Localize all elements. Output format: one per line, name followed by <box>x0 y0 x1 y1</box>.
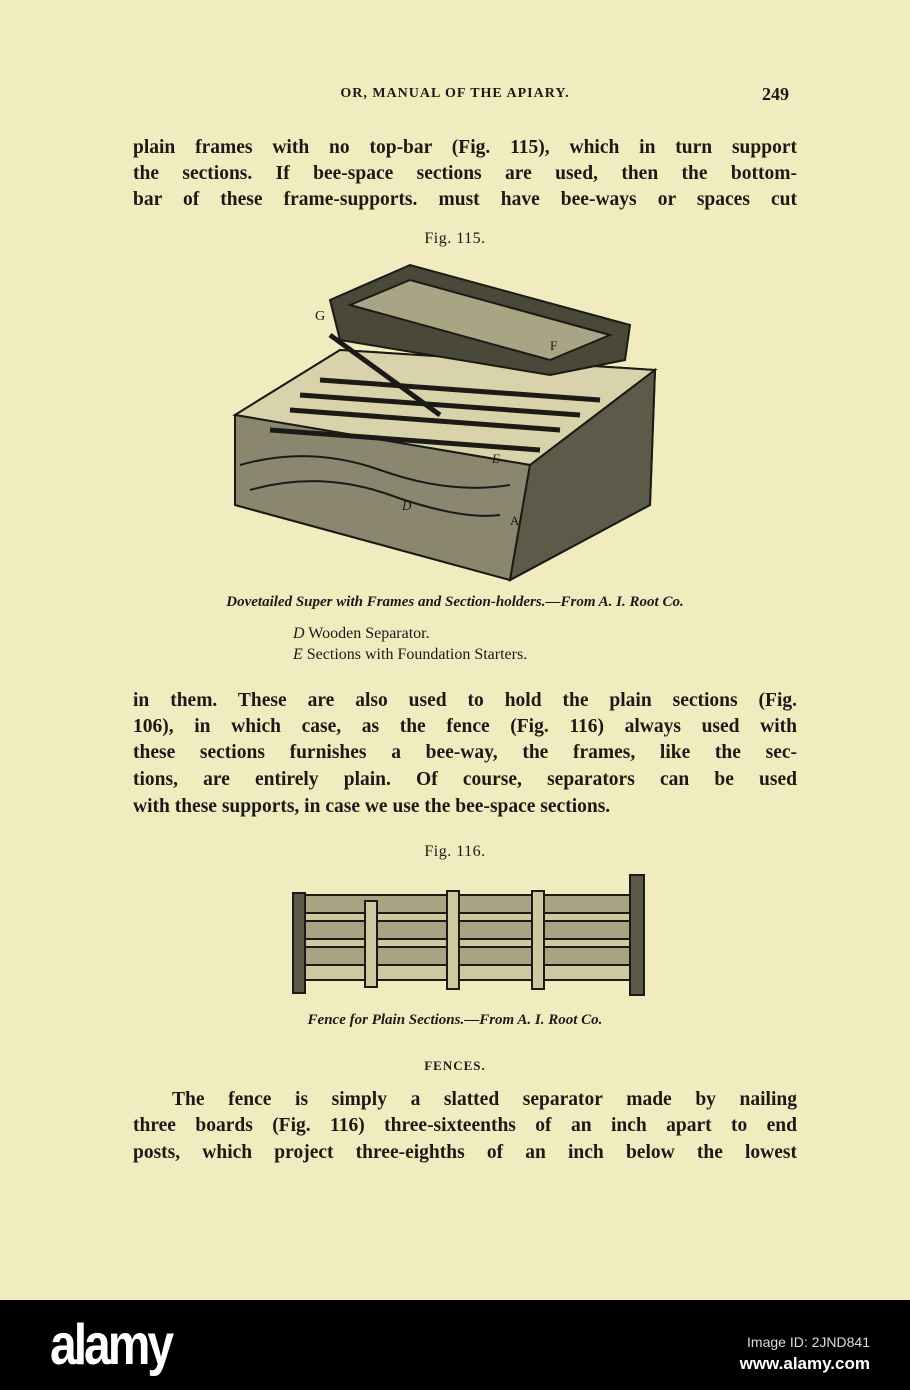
text-line: these sections furnishes a bee-way, the frames, like the sec- <box>133 742 797 763</box>
legend-text: Sections with Foundation Starters. <box>302 646 528 663</box>
figure-115-label: Fig. 115. <box>424 230 486 247</box>
text-line: bar of these frame-supports. must have bee-ways or spaces cut <box>133 189 797 210</box>
figure-116-caption: Fence for Plain Sections.—From A. I. Root Co. <box>307 1012 603 1028</box>
text-line: plain frames with no top-bar (Fig. 115), which in turn support <box>133 137 797 158</box>
figure-letter: D <box>402 498 412 513</box>
legend-key: E <box>293 646 303 663</box>
image-id: Image ID: 2JND841 <box>747 1334 870 1350</box>
text-line: The fence is simply a slatted separator made by nailing <box>172 1089 797 1110</box>
legend-item <box>293 625 430 643</box>
text-line: tions, are entirely plain. Of course, separators can be used <box>133 769 797 790</box>
text-line: the sections. If bee-space sections are used, then the bottom- <box>133 163 797 184</box>
figure-115-caption: Dovetailed Super with Frames and Section-holders.—From A. I. Root Co. <box>226 594 684 610</box>
text-line: posts, which project three-eighths of an inch below the lowest <box>133 1142 797 1163</box>
figure-116-label: Fig. 116. <box>424 843 486 860</box>
figure-115-illustration <box>230 255 670 585</box>
legend-key: D <box>293 625 305 642</box>
page-number: 249 <box>762 84 789 104</box>
figure-letter: G <box>315 309 326 324</box>
running-title: OR, MANUAL OF THE APIARY. <box>340 86 570 101</box>
figure-letter: F <box>550 338 558 353</box>
legend-item <box>293 646 527 664</box>
figure-116-illustration <box>290 873 650 998</box>
figure-letter: A <box>510 513 520 528</box>
legend-text: Wooden Separator. <box>304 625 430 642</box>
alamy-logo: alamy <box>50 1313 172 1378</box>
text-line: three boards (Fig. 116) three-sixteenths of an inch apart to end <box>133 1115 797 1136</box>
text-line: with these supports, in case we use the bee-space sections. <box>133 796 611 817</box>
section-heading: FENCES. <box>424 1058 486 1073</box>
text-line: 106), in which case, as the fence (Fig. 116) always used with <box>133 716 797 737</box>
text-line: in them. These are also used to hold the plain sections (Fig. <box>133 690 797 711</box>
site-url: www.alamy.com <box>739 1354 870 1373</box>
figure-letter: E <box>492 451 500 466</box>
